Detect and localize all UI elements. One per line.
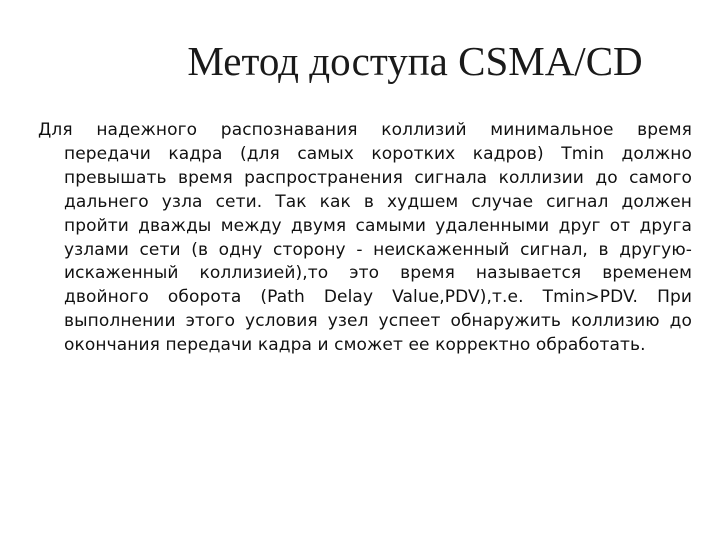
slide-title: Метод доступа CSMA/CD <box>187 38 643 84</box>
slide-body-paragraph: Для надежного распознавания коллизий минимальное время передачи кадра (для самых коротких кадров) Tmin должно превышать время распространения сигнала коллизии до самого дальнего узла сети. Так как в худшем случае сигнал должен пройти дважды между двумя самыми удаленными друг от друга узлами сети (в одну сторону - неискаженный сигнал, в другую-искаженный коллизией),то это время называется временем двойного оборота (Path Delay Value,PDV),т.е. Tmin>PDV. При выполнении этого условия узел успеет обнаружить коллизию до окончания передачи кадра и сможет ее корректно обработать. <box>38 120 692 356</box>
